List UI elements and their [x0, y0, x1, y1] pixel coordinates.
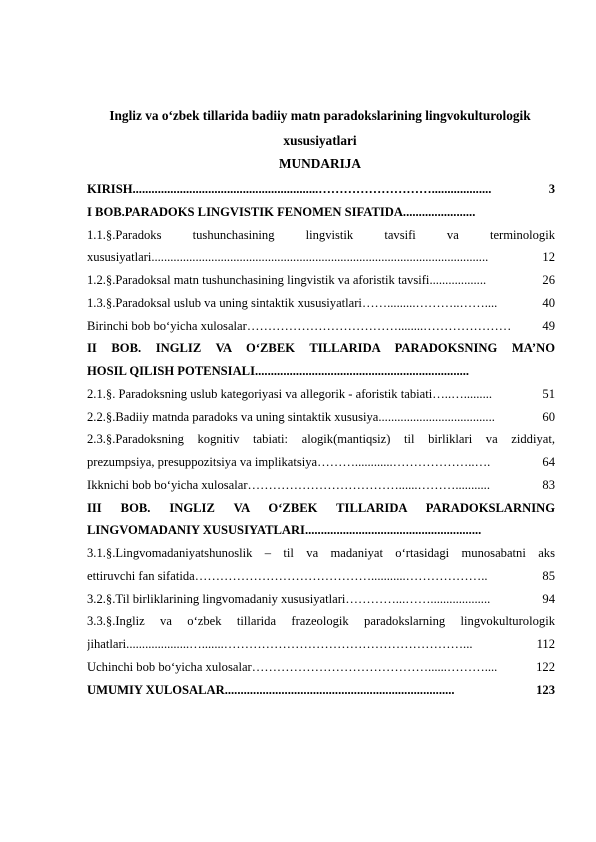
toc-page-number: 123 [536, 682, 555, 697]
toc-entry: LINGVOMADANIY XUSUSIYATLARI........................................................ [87, 523, 482, 538]
toc-page-number: 12 [542, 250, 555, 265]
toc-entry-title: jihatlari [87, 637, 127, 651]
contents-heading: MUNDARIJA [279, 156, 361, 171]
document-title: Ingliz va o‘zbek tillarida badiiy matn paradokslarining lingvokulturologik [109, 108, 531, 123]
toc-entry: III BOB. INGLIZ VA O‘ZBEK TILLARIDA PARADOKSLARNING [87, 500, 555, 515]
toc-entry [87, 679, 555, 702]
toc-entry: 3.1.§.Lingvomadaniyatshunoslik – til va madaniyat o‘rtasidagi munosabatni aks [87, 546, 555, 560]
toc-entry: 1.1.§.Paradoks tushunchasining lingvistik tavsifi va terminologik [87, 227, 555, 242]
toc-entry [87, 292, 555, 315]
toc-entry [87, 406, 555, 429]
toc-entry [87, 565, 555, 588]
toc-leader-dots: ……………………………………......……….... [251, 659, 498, 674]
toc-entry: 2.3.§.Paradoksning kognitiv tabiati: alogik(mantiqsiz) til birliklari va ziddiyat, [87, 432, 555, 447]
toc-entry-title: Ikknichi bob bo‘yicha xulosalar [87, 477, 248, 492]
toc-page-number: 83 [542, 477, 555, 492]
toc-entry [87, 383, 555, 406]
toc-page-number: 85 [542, 568, 555, 583]
toc-entry [87, 269, 555, 292]
toc-entry [87, 633, 555, 656]
toc-entry [87, 246, 555, 269]
toc-entry-title: Uchinchi bob bo‘yicha xulosalar [87, 659, 252, 674]
toc-page-number: 60 [542, 409, 555, 424]
document-title-continuation: xususiyatlari [283, 133, 357, 148]
toc-page-number: 94 [542, 591, 555, 606]
toc-page-number: 122 [536, 659, 555, 674]
toc-entry [87, 588, 555, 611]
toc-entry-title: 3.2.§.Til birliklarining lingvomadaniy xususiyatlari [87, 591, 346, 606]
toc-leader-dots: ........................................................................................................... [151, 250, 489, 265]
toc-page-number: 3 [548, 182, 555, 196]
toc-leader-dots: ...........................................................………………………................... [132, 182, 492, 196]
toc-entry: 3.3.§.Ingliz va o‘zbek tillarida frazeologik paradokslarning lingvokulturologik [87, 614, 555, 629]
toc-entry-title: UMUMIY XULOSALAR [87, 682, 225, 697]
table-of-contents [87, 178, 555, 701]
toc-entry-title: Birinchi bob bo‘yicha xulosalar [87, 318, 247, 333]
toc-entry [87, 315, 555, 338]
toc-entry-title: xususiyatlari [87, 250, 152, 265]
toc-leader-dots: ………............………………..…. [317, 455, 491, 469]
toc-page-number: 112 [536, 637, 555, 651]
toc-leader-dots: ……………………………………...........……………….. [194, 568, 488, 583]
toc-entry: II BOB. INGLIZ VA O‘ZBEK TILLARIDA PARADOKSNING MA’NO [87, 341, 555, 356]
toc-entry [87, 656, 555, 679]
toc-leader-dots: …………...……................... [345, 591, 491, 606]
toc-entry-title: ettiruvchi fan sifatida [87, 568, 195, 583]
toc-page-number: 64 [542, 455, 555, 469]
toc-leader-dots: ......................................................................... [224, 682, 455, 697]
toc-entry: I BOB.PARADOKS LINGVISTIK FENOMEN SIFATIDA....................... [87, 204, 476, 219]
toc-leader-dots: …..…......... [432, 386, 493, 401]
toc-entry [87, 474, 555, 497]
toc-entry [87, 451, 555, 474]
toc-page-number: 49 [542, 318, 555, 333]
toc-leader-dots: ………………………………........………………… [246, 318, 512, 333]
toc-entry-title: prezumpsiya, presuppozitsiya va implikatsiya [87, 455, 318, 469]
toc-entry-title: 2.1.§. Paradoksning uslub kategoriyasi va allegorik - aforistik tabiati [87, 386, 433, 401]
toc-leader-dots: .................. [429, 273, 487, 287]
toc-entry: HOSIL QILISH POTENSIALI.................................................................... [87, 364, 470, 378]
toc-page-number: 51 [542, 386, 555, 401]
toc-entry-title: 1.3.§.Paradoksal uslub va uning sintaktik xususiyatlari [87, 295, 362, 310]
toc-leader-dots: …….........………..…….... [361, 295, 498, 310]
toc-entry-title: 2.2.§.Badiiy matnda paradoks va uning sintaktik xususiya [87, 409, 379, 424]
toc-page-number: 26 [542, 273, 555, 287]
toc-leader-dots: ………………………………......………........... [247, 477, 490, 492]
toc-entry [87, 178, 555, 201]
toc-leader-dots: ....................….......…………………………………………………... [126, 637, 473, 651]
toc-entry-title: 1.2.§.Paradoksal matn tushunchasining lingvistik va aforistik tavsifi [87, 273, 430, 287]
toc-entry-title: KIRISH [87, 182, 133, 196]
toc-leader-dots: ..................................... [378, 409, 495, 424]
toc-page-number: 40 [542, 295, 555, 310]
